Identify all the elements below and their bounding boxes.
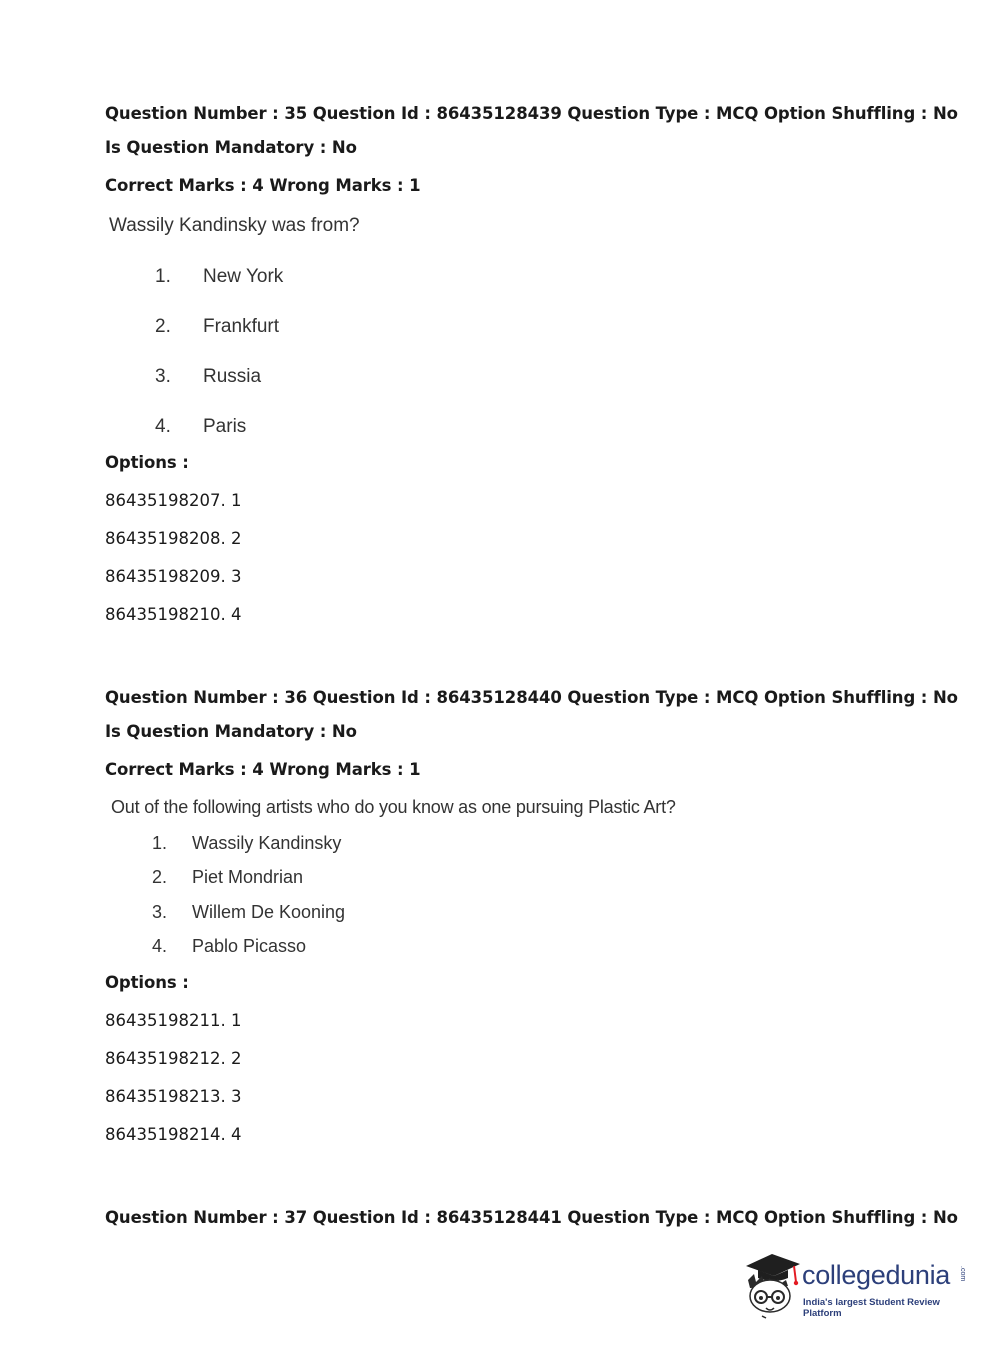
choice-text: Paris xyxy=(203,416,247,437)
question-35-marks: Correct Marks : 4 Wrong Marks : 1 xyxy=(105,176,421,195)
choice-text: Wassily Kandinsky xyxy=(192,833,342,853)
choice-number: 2. xyxy=(152,867,168,887)
option-id: 86435198210. 4 xyxy=(105,605,242,624)
choice-text: Willem De Kooning xyxy=(192,902,346,922)
mascot-graduate-icon xyxy=(742,1250,804,1320)
option-id: 86435198211. 1 xyxy=(105,1011,242,1030)
option-id: 86435198214. 4 xyxy=(105,1125,242,1144)
choice-number: 4. xyxy=(155,416,171,437)
logo-wordmark: collegedunia xyxy=(802,1260,951,1290)
option-id: 86435198208. 2 xyxy=(105,529,242,548)
collegedunia-logo xyxy=(742,1250,972,1320)
choice-text: Russia xyxy=(203,366,262,387)
choice-text: New York xyxy=(203,266,284,287)
choice-number: 4. xyxy=(152,936,168,956)
question-36-marks: Correct Marks : 4 Wrong Marks : 1 xyxy=(105,760,421,779)
option-id: 86435198209. 3 xyxy=(105,567,242,586)
choice-number: 1. xyxy=(152,833,168,853)
option-id: 86435198212. 2 xyxy=(105,1049,242,1068)
question-36-header: Question Number : 36 Question Id : 86435128440 Question Type : MCQ Option Shuffling : No xyxy=(105,688,958,707)
logo-tagline: India's largest Student Review Platform xyxy=(803,1297,940,1319)
question-36-text: Out of the following artists who do you know as one pursuing Plastic Art? xyxy=(111,797,676,817)
question-36-options-label: Options : xyxy=(105,973,189,992)
question-36-mandatory: Is Question Mandatory : No xyxy=(105,722,357,741)
choice-text: Pablo Picasso xyxy=(192,936,307,956)
question-35-options-label: Options : xyxy=(105,453,189,472)
option-id: 86435198207. 1 xyxy=(105,491,242,510)
question-35-mandatory: Is Question Mandatory : No xyxy=(105,138,357,157)
choice-text: Piet Mondrian xyxy=(192,867,304,887)
choice-number: 3. xyxy=(155,366,171,387)
question-37-header: Question Number : 37 Question Id : 86435128441 Question Type : MCQ Option Shuffling : No xyxy=(105,1208,958,1227)
question-35-text: Wassily Kandinsky was from? xyxy=(109,215,360,236)
question-35-header: Question Number : 35 Question Id : 86435128439 Question Type : MCQ Option Shuffling : No xyxy=(105,104,958,123)
choice-text: Frankfurt xyxy=(203,316,280,337)
option-id: 86435198213. 3 xyxy=(105,1087,242,1106)
choice-number: 1. xyxy=(155,266,171,287)
choice-number: 2. xyxy=(155,316,171,337)
logo-suffix: .com xyxy=(959,1266,966,1282)
choice-number: 3. xyxy=(152,902,168,922)
